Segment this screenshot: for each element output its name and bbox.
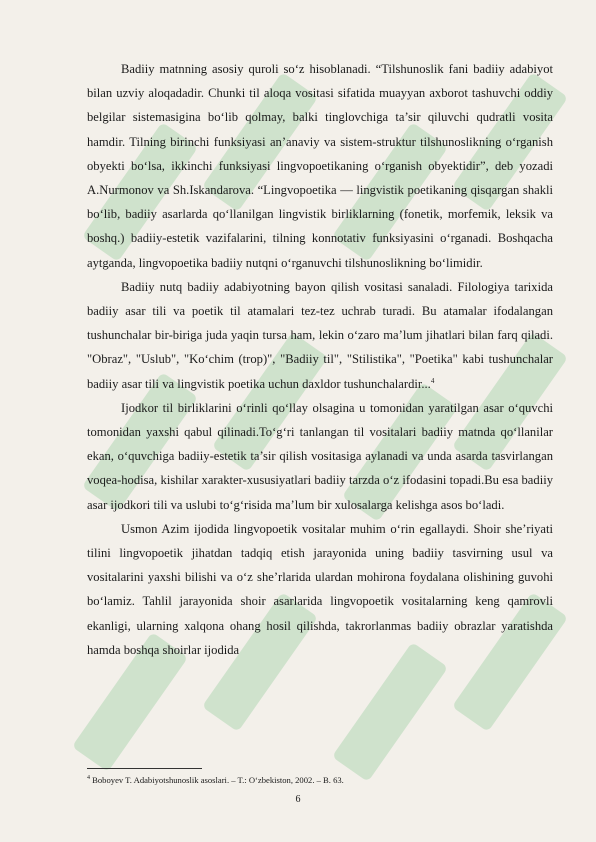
paragraph: Badiiy matnning asosiy quroli so‘z hisoblanadi. “Tilshunoslik fani badiiy adabiyot bilan uzviy aloqadadir. Chunki til aloqa vositasi sifatida muayyan axborot tashuvchi oddiy belgilar sistemasigina bo‘lib qolmay, balki tinglovchiga ta’sir qiluvchi qudratli vosita hamdir. Tilning birinchi funksiyasi an’anaviy va sistem-struktur tilshunoslikning o‘rganish obyekti bo‘lsa, ikkinchi funksiyasi lingvopoetikaning o‘rganish obyektidir”, deb yozadi A.Nurmonov va Sh.Iskandarova. “Lingvopoetika — lingvistik poetikaning qisqargan shakli bo‘lib, badiiy asarlarda qo‘llanilgan lingvistik birliklarning (fonetik, morfemik, leksik va boshq.) badiiy-estetik vazifalarini, tilning konnotativ funksiyasini o‘rganadi. Boshqacha aytganda, lingvopoetika badiiy nutqni o‘rganuvchi tilshunoslikning bo‘limidir. (87, 62, 553, 270)
page-number: 6 (295, 794, 301, 805)
paragraph (87, 275, 553, 396)
paragraph: Ijodkor til birliklarini o‘rinli qo‘llay olsagina u tomonidan yaratilgan asar o‘quvchi tomonidan yaxshi qabul qilinadi.To‘g‘ri tanlangan til vositalari badiiy matnda qo‘llanilar ekan, o‘quvchiga badiiy-estetik ta’sir qilish vositasiga aylanadi va unda asarda tasvirlangan voqea-hodisa, kishilar xarakter-xususiyatlari badiiy tarzda o‘z ifodasini topadi.Bu esa badiiy asar ijodkori tili va uslubi to‘g‘risida ma’lum bir xulosalarga kelishga asos bo‘ladi. (87, 400, 553, 512)
watermark-mark (332, 642, 448, 782)
paragraph: Usmon Azim ijodida lingvopoetik vositalar muhim o‘rin egallaydi. Shoir she’riyati tilini lingvopoetik jihatdan tadqiq etish jarayonida uning badiiy tasvirning usul va vositalarini yaxshi bilishi va o‘z she’rlarida ulardan mohirona foydalana olishining guvohi bo‘lamiz. Tahlil jarayonida shoir asarlarida lingvopoetik vositalarning keng qamrovli ekanligi, ularning xalqona ohang hosil qilishda, takrorlanmas badiiy obrazlar yaratishda hamda boshqa shoirlar ijodida (87, 521, 553, 657)
footnote-reference[interactable]: 4 (430, 376, 435, 385)
paragraph-text: Badiiy nutq badiiy adabiyotning bayon qilish vositasi sanaladi. Filologiya tarixida badiiy asar tili va poetik til atamalari tez-tez uchrab turadi. Bu atamalar ifodalangan tushunchalar bir-biriga juda yaqin tursa ham, lekin o‘zaro ma’lum jihatlari bilan farq qiladi. "Obraz", "Uslub", "Ko‘chim (trop)", "Badiiy til", "Stilistika", "Poetika" kabi tushunchalar badiiy asar tili va lingvistik poetika uchun daxldor tushunchalardir... (87, 279, 553, 391)
footnote-separator (87, 768, 202, 769)
footnote (87, 772, 553, 786)
footnote-number: 4 (87, 775, 90, 781)
body-text (87, 57, 553, 662)
footnote-text: Boboyev T. Adabiyotshunoslik asoslari. – T.: O‘zbekiston, 2002. – B. 63. (92, 774, 344, 785)
